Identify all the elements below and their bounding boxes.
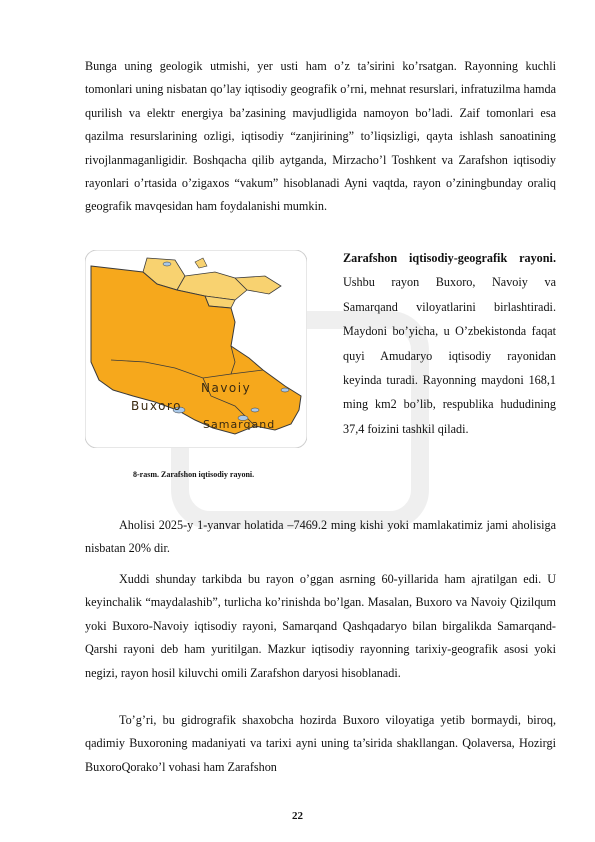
map-label-navoiy: Navoiy — [201, 381, 252, 395]
paragraph-population: Aholisi 2025-y 1-yanvar holatida –7469.2 ming kishi yoki mamlakatimiz jami aholisiga nisbatan 20% dir. — [85, 518, 556, 556]
map-label-samarqand: Samarqand — [203, 418, 276, 431]
side-heading: Zarafshon iqtisodiy-geografik rayoni. — [343, 251, 556, 265]
figure-caption: 8-rasm. Zarafshon iqtisodiy rayoni. — [133, 470, 255, 479]
side-paragraph — [343, 246, 556, 441]
map-lake — [163, 262, 171, 266]
side-text: Ushbu rayon Buxoro, Navoiy va Samarqand viloyatlarini birlashtiradi. Maydoni bo’yicha, u O’zbekistonda faqat quyi Amudaryo iqtisodiy rayonidan keyinda turadi. Rayonning maydoni 168,1 ming km2 bo’lib, respublika hududining 37,4 foizini tashkil qiladi. — [343, 275, 556, 436]
zarafshon-map — [85, 250, 307, 448]
map-lake — [251, 408, 259, 412]
paragraph-history: Xuddi shunday tarkibda bu rayon o’ggan asrning 60-yillarida ham ajratilgan edi. U keyinchalik “maydalashib”, turlicha ko’rinishda bo’lgan. Masalan, Buxoro va Navoiy Qizilqum yoki Buxoro-Navoiy iqtisodiy rayoni, Samarqand Qashqadaryo bilan birgalikda Samarqand-Qarshi rayoni deb ham yuritilgan. Mazkur iqtisodiy rayonning tarixiy-geografik asosi yoki negizi, rayon hosil kiluvchi omili Zarafshon daryosi hisoblanadi. — [85, 572, 556, 680]
paragraph-hydrography: To’g’ri, bu gidrografik shaxobcha hozirda Buxoro viloyatiga yetib bormaydi, biroq, qadimiy Buxoroning madaniyati va tarixi ayni uning ta’sirida shakllangan. Qolaversa, Hozirgi BuxoroQorako’l vohasi ham Zarafshon — [85, 713, 556, 774]
map-label-buxoro: Buxoro — [131, 399, 182, 413]
paragraph-intro: Bunga uning geologik utmishi, yer usti ham o’z ta’sirini ko’rsatgan. Rayonning kuchli tomonlari uning nisbatan qo’lay iqtisodiy geografik o’rni, mehnat resurslari, infratuzilma hamda qurilish va elektr energiya ba’zasining mavjudligida namoyon bo’ladi. Zaif tomonlari esa qazilma resurslarining ozligi, iqtisodiy “zanjirining” to’liqsizligi, qayta ishlash sanoatining rivojlanmaganligidir. Boshqacha qilib aytganda, Mirzacho’l Toshkent va Zarafshon iqtisodiy rayonlari o’rtasida o’zigaxos “vakum” hisoblanadi Ayni vaqtda, rayon o’ziningbunday oraliq geografik mavqesidan ham foydalanishi mumkin. — [85, 59, 556, 214]
page-number: 22 — [292, 810, 303, 822]
map-lake — [281, 388, 289, 392]
